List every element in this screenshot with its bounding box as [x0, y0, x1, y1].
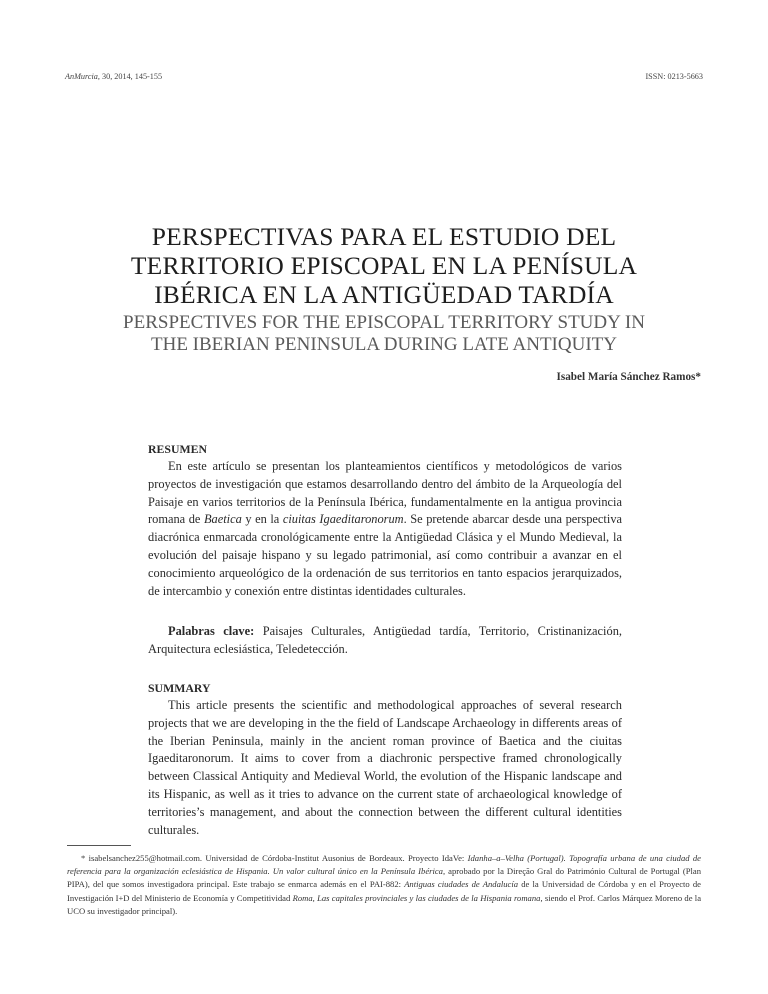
author-name: Isabel María Sánchez Ramos* [556, 371, 701, 383]
journal-citation: AnMurcia, 30, 2014, 145-155 [65, 72, 163, 81]
title-line: PERSPECTIVAS PARA EL ESTUDIO DEL [151, 222, 617, 251]
title-line: TERRITORIO EPISCOPAL EN LA PENÍSULA [130, 251, 638, 280]
article-title [60, 222, 708, 309]
resumen-text: En este artículo se presentan los planteamientos científicos y metodológicos de varios proyectos de investigación que estamos desarrollando dentro del ámbito de la Arqueología del Paisaje en varios territorios de la Península Ibérica, fundamentalmente en la antigua provincia romana de Baetica y en la ciuitas Igaeditaronorum. Se pretende abarcar desde una perspectiva diacrónica enmarcada cronológicamente entre la Antigüedad Clásica y el Mundo Medieval, la evolución del paisaje hispano y su legado patrimonial, así como contribuir a avanzar en el conocimiento arqueológico de la ordenación de sus territorios en tanto espacios jerarquizados, de intercambio y conexión entre distintas identidades culturales. [148, 459, 623, 598]
footnote-divider [67, 845, 131, 846]
journal-name: AnMurcia [65, 72, 98, 81]
resumen-section [148, 441, 622, 600]
title-line: IBÉRICA EN LA ANTIGÜEDAD TARDÍA [154, 280, 614, 309]
summary-section [148, 680, 622, 839]
footnote: * isabelsanchez255@hotmail.com. Universidad de Córdoba-Institut Ausonius de Bordeaux. Proyecto IdaVe: Idanha–a–Velha (Portugal). Topografía urbana de una ciudad de referencia para la organización eclesiástica de Hispania. Un valor cultural único en la Península Ibérica, aprobado por la Direção Gral do Património Cultural de Portugal (Plan PIPA), del que somos investigadora principal. Este trabajo se enmarca además en el PAI-882: Antiguas ciudades de Andalucía de la Universidad de Córdoba y en el Proyecto de Investigación I+D del Ministerio de Economía y Competitividad Roma, Las capitales provinciales y las ciudades de la Hispania romana, siendo el Prof. Carlos Márquez Moreno de la UCO su investigador principal). [67, 853, 702, 916]
keywords-list: Paisajes Culturales, Antigüedad tardía, Territorio, Cristinanización, Arquitectura eclesiástica, Teledetección. [148, 624, 622, 656]
summary-heading: SUMMARY [148, 681, 211, 695]
running-head [65, 72, 703, 81]
issn: ISSN: 0213-5663 [645, 72, 703, 81]
subtitle-line: THE IBERIAN PENINSULA DURING LATE ANTIQUITY [151, 334, 617, 355]
resumen-heading: RESUMEN [148, 442, 207, 456]
keywords [148, 623, 622, 659]
summary-text: This article presents the scientific and methodological approaches of several research projects that we are developing in the the field of Landscape Archaeology in differents areas of the Iberian Peninsula, mainly in the ancient roman province of Baetica and the ciuitas Igaeditaronorum. It aims to cover from a diachronic perspective framed chronologically between Classical Antiquity and Medieval World, the evolution of the Hispanic landscape and its Hispanic, as well as it tries to advance on the current state of archaeological knowledge of territories’s management, and about the connection between the different cultural identities culturales. [148, 698, 622, 837]
article-subtitle [60, 312, 708, 356]
subtitle-line: PERSPECTIVES FOR THE EPISCOPAL TERRITORY STUDY IN [123, 312, 645, 333]
keywords-label: Palabras clave: [168, 624, 255, 638]
